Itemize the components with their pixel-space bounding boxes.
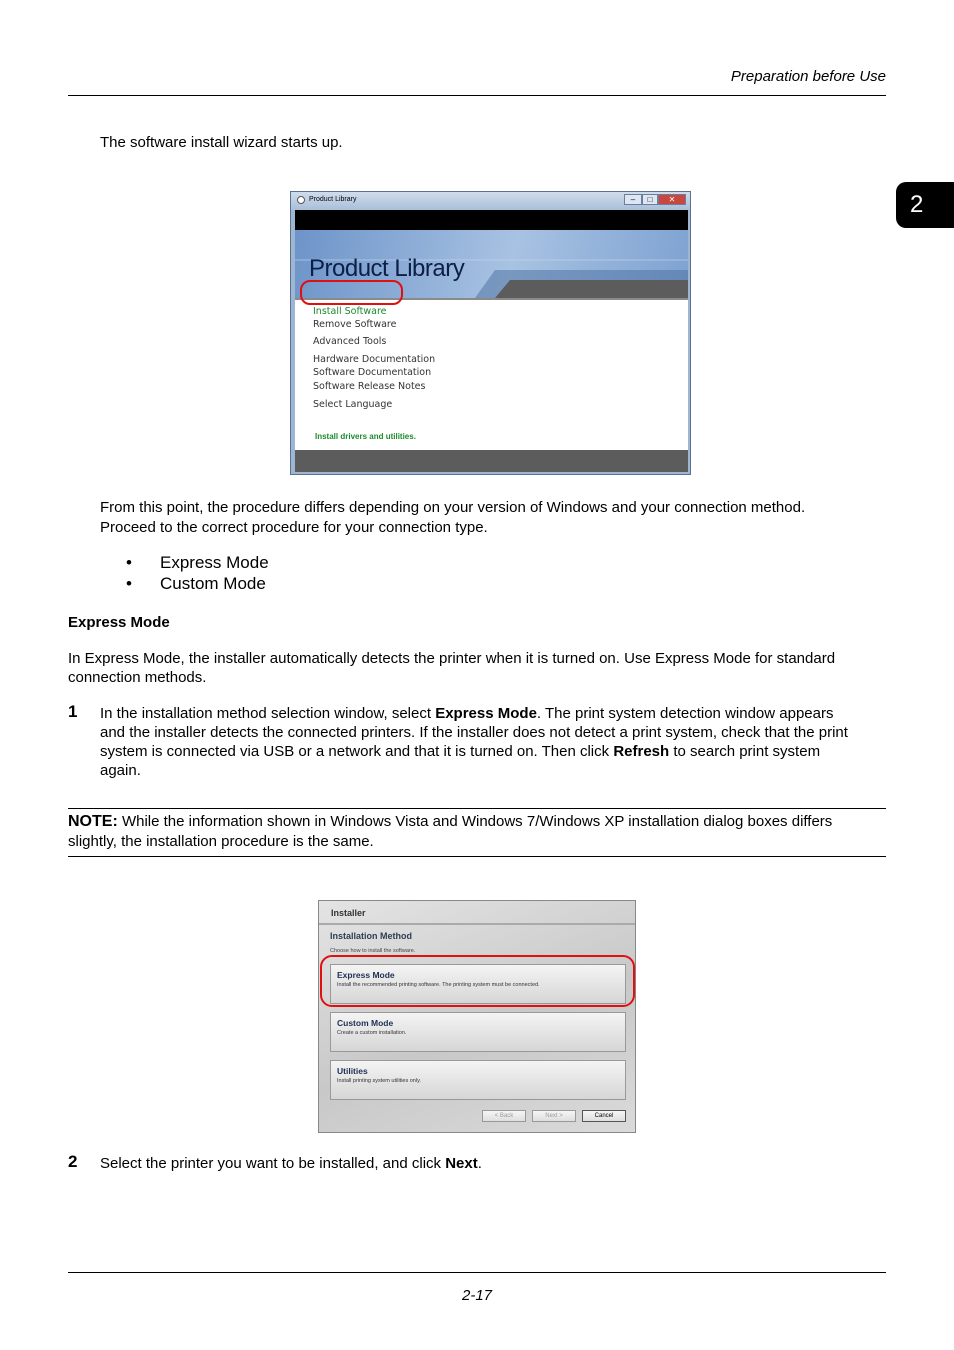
window-title: Product Library <box>309 196 357 203</box>
section-intro-1: In Express Mode, the installer automatically detects the printer when it is turned on. Use Express Mode for standard <box>68 650 836 667</box>
header-rule <box>68 95 886 96</box>
installer-window <box>318 900 636 1133</box>
mode-custom: Custom Mode <box>160 574 266 593</box>
step-1-line-4: again. <box>100 762 141 779</box>
note-line-2: slightly, the installation procedure is the same. <box>68 832 374 850</box>
mode-express: Express Mode <box>160 553 269 572</box>
note-line-1 <box>68 812 886 832</box>
step-1-text: . The print system detection window appears <box>536 705 834 722</box>
option-title: Express Mode <box>337 970 395 980</box>
top-band <box>295 210 688 230</box>
step-1-number: 1 <box>68 702 78 721</box>
step-1-text: In the installation method selection window, select <box>100 705 436 722</box>
installation-method-subtitle: Choose how to install the software. <box>330 948 416 954</box>
brand-title: Product Library <box>309 255 465 282</box>
page-number: 2-17 <box>461 1287 493 1304</box>
express-mode-highlight <box>320 955 635 1007</box>
maximize-button[interactable]: □ <box>642 194 658 205</box>
option-title: Utilities <box>337 1066 368 1076</box>
installer-divider <box>319 923 635 925</box>
step-1-line-1 <box>100 704 833 724</box>
minimize-button[interactable]: – <box>624 194 642 205</box>
footer-rule <box>68 1272 886 1273</box>
section-heading: Express Mode <box>68 614 170 631</box>
step-2-text-part: Select the printer you want to be installed, and click <box>100 1155 446 1172</box>
option-custom-mode[interactable] <box>330 1012 626 1052</box>
step-1-refresh: Refresh <box>613 743 670 760</box>
note-bottom-rule <box>68 856 886 857</box>
step-1-line-2: and the installer detects the connected printers. If the installer does not detect a print system, check that the print <box>100 724 848 741</box>
step-2-text <box>100 1154 482 1174</box>
cancel-button[interactable]: Cancel <box>582 1110 626 1122</box>
running-header: Preparation before Use <box>730 68 886 85</box>
note-text: While the information shown in Windows Vista and Windows 7/Windows XP installation dialog boxes differs <box>117 813 833 830</box>
note-top-rule <box>68 808 886 809</box>
bottom-band <box>295 450 688 472</box>
app-icon <box>297 196 305 204</box>
next-button[interactable]: Next > <box>532 1110 576 1122</box>
menu-description: Install drivers and utilities. <box>315 432 416 441</box>
procedure-text-2: Proceed to the correct procedure for your connection type. <box>100 519 488 536</box>
step-1-express-mode: Express Mode <box>435 705 537 722</box>
option-desc: Install the recommended printing software. The printing system must be connected. <box>337 982 540 988</box>
close-button[interactable]: ✕ <box>658 194 686 205</box>
product-library-window <box>290 191 691 475</box>
step-2-number: 2 <box>68 1152 78 1171</box>
menu-install-software[interactable]: Install Software <box>313 306 387 317</box>
window-content <box>295 210 688 472</box>
step-2-next: Next <box>445 1155 478 1172</box>
option-title: Custom Mode <box>337 1018 394 1028</box>
option-desc: Create a custom installation. <box>337 1030 407 1036</box>
window-titlebar <box>291 192 690 210</box>
menu-software-release-notes[interactable]: Software Release Notes <box>313 381 426 392</box>
intro-text: The software install wizard starts up. <box>100 134 343 151</box>
installation-method-heading: Installation Method <box>330 931 412 941</box>
menu-advanced-tools[interactable]: Advanced Tools <box>313 336 387 347</box>
note-box <box>68 812 886 851</box>
menu-software-documentation[interactable]: Software Documentation <box>313 367 432 378</box>
mode-list <box>126 552 269 594</box>
note-label: NOTE: <box>68 813 118 830</box>
menu-hardware-documentation[interactable]: Hardware Documentation <box>313 354 436 365</box>
menu-select-language[interactable]: Select Language <box>313 399 393 410</box>
list-item: • Custom Mode <box>126 574 266 593</box>
option-utilities[interactable] <box>330 1060 626 1100</box>
option-desc: Install printing system utilities only. <box>337 1078 421 1084</box>
step-1-text: system is connected via USB or a network and that it is turned on. Then click <box>100 743 614 760</box>
step-2-text-part: . <box>477 1155 482 1172</box>
chapter-tab: 2 <box>896 182 954 228</box>
install-software-highlight <box>300 280 403 305</box>
installer-title: Installer <box>331 908 366 918</box>
procedure-text-1: From this point, the procedure differs depending on your version of Windows and your connection method. <box>100 499 806 516</box>
back-button[interactable]: < Back <box>482 1110 526 1122</box>
list-item: • Express Mode <box>126 553 269 572</box>
section-intro-2: connection methods. <box>68 669 207 686</box>
menu-remove-software[interactable]: Remove Software <box>313 319 397 330</box>
step-1-text: to search print system <box>669 743 821 760</box>
step-1-line-3 <box>100 742 820 762</box>
